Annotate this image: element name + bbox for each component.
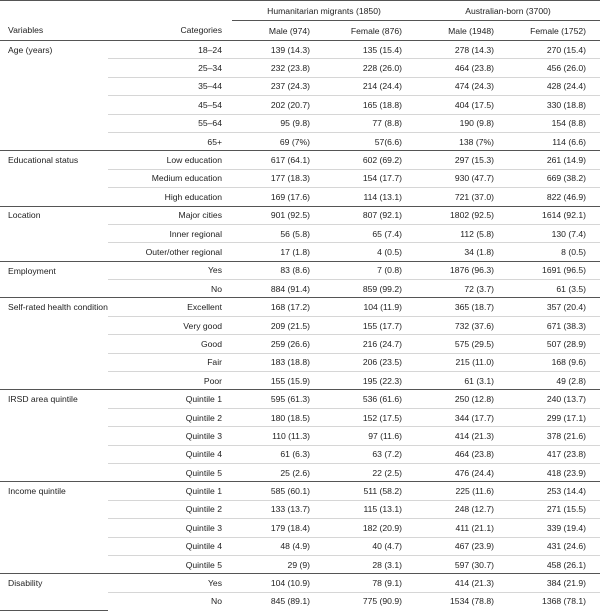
hm-male-cell: 177 (18.3) [232, 169, 324, 187]
ab-male-cell: 297 (15.3) [416, 151, 508, 169]
category-cell: 45–54 [108, 96, 232, 114]
category-cell: Quintile 2 [108, 500, 232, 518]
variable-name [0, 77, 108, 95]
ab-female-cell: 261 (14.9) [508, 151, 600, 169]
hm-male-cell: 884 (91.4) [270, 283, 310, 294]
hm-female-cell: 7 (0.8) [324, 261, 416, 279]
hm-male-cell: 17 (1.8) [280, 246, 310, 257]
hm-male-cell: 25 (2.6) [280, 467, 310, 478]
variable-name: Employment [0, 261, 108, 279]
category-cell: Quintile 4 [108, 445, 232, 463]
hm-female-cell: 135 (15.4) [324, 41, 416, 59]
table-row [0, 372, 600, 390]
ab-female-cell: 61 (3.5) [556, 283, 587, 294]
header-variables: Variables [0, 21, 108, 41]
hm-male-cell: 169 (17.6) [270, 191, 310, 202]
hm-female-cell: 65 (7.4) [324, 224, 416, 242]
variable-name [0, 169, 108, 187]
ab-female-cell: 330 (18.8) [508, 96, 600, 114]
ab-female-cell: 669 (38.2) [508, 169, 600, 187]
table-row [0, 151, 600, 169]
ab-female-cell: 49 (2.8) [556, 375, 587, 386]
ab-male-cell: 732 (37.6) [416, 316, 508, 334]
ab-male-cell: 464 (23.8) [416, 59, 508, 77]
hm-female-cell: 859 (99.2) [362, 283, 402, 294]
hm-female-cell: 115 (13.1) [324, 500, 416, 518]
variable-name [0, 59, 108, 77]
hm-female-cell: 536 (61.6) [324, 390, 416, 408]
category-cell: Quintile 5 [185, 559, 222, 570]
ab-female-cell: 418 (23.9) [546, 467, 587, 478]
category-cell: Low education [108, 151, 232, 169]
category-cell: Quintile 1 [108, 482, 232, 500]
ab-male-cell: 1802 (92.5) [416, 206, 508, 224]
hm-female-cell: 22 (2.5) [372, 467, 402, 478]
table-row [0, 96, 600, 114]
ab-male-cell: 414 (21.3) [416, 427, 508, 445]
ab-female-cell: 507 (28.9) [508, 335, 600, 353]
hm-female-cell: 195 (22.3) [362, 375, 402, 386]
header-ab-male: Male (1948) [416, 21, 508, 41]
hm-female-cell: 602 (69.2) [324, 151, 416, 169]
table-row [0, 59, 600, 77]
table-row [0, 574, 600, 592]
table-row [0, 445, 600, 463]
hm-female-cell: 216 (24.7) [324, 335, 416, 353]
variable-name [0, 224, 108, 242]
ab-female-cell: 431 (24.6) [508, 537, 600, 555]
variable-name [0, 96, 108, 114]
ab-male-cell: 597 (30.7) [454, 559, 494, 570]
hm-male-cell: 139 (14.3) [232, 41, 324, 59]
hm-female-cell: 511 (58.2) [324, 482, 416, 500]
ab-male-cell: 190 (9.8) [416, 114, 508, 132]
ab-male-cell: 1534 (78.8) [450, 596, 494, 607]
hm-male-cell: 133 (13.7) [232, 500, 324, 518]
header-ab-female: Female (1752) [508, 21, 600, 41]
table-row [0, 427, 600, 445]
variable-name [0, 445, 108, 463]
ab-female-cell: 114 (6.6) [552, 136, 587, 147]
table-row [0, 77, 600, 95]
variable-name: Age (years) [0, 41, 108, 59]
ab-female-cell: 130 (7.4) [508, 224, 600, 242]
ab-female-cell: 1691 (96.5) [508, 261, 600, 279]
variable-name [0, 132, 108, 150]
hm-female-cell: 152 (17.5) [324, 408, 416, 426]
variable-name [0, 243, 108, 261]
hm-female-cell: 206 (23.5) [324, 353, 416, 371]
hm-male-cell: 202 (20.7) [232, 96, 324, 114]
hm-male-cell: 180 (18.5) [232, 408, 324, 426]
table-row [0, 500, 600, 518]
ab-male-cell: 721 (37.0) [454, 191, 494, 202]
ab-male-cell: 278 (14.3) [416, 41, 508, 59]
group-header-row [0, 1, 600, 21]
hm-female-cell: 4 (0.5) [377, 246, 402, 257]
hm-male-cell: 104 (10.9) [232, 574, 324, 592]
hm-male-cell: 110 (11.3) [232, 427, 324, 445]
variable-name [0, 335, 108, 353]
ab-female-cell: 357 (20.4) [508, 298, 600, 316]
ab-male-cell: 138 (7%) [459, 136, 494, 147]
hm-male-cell: 56 (5.8) [232, 224, 324, 242]
hm-male-cell: 168 (17.2) [232, 298, 324, 316]
ab-male-cell: 464 (23.8) [416, 445, 508, 463]
ab-male-cell: 474 (24.3) [416, 77, 508, 95]
table-row [0, 390, 600, 408]
category-cell: Excellent [108, 298, 232, 316]
table-row [0, 519, 600, 537]
ab-male-cell: 215 (11.0) [416, 353, 508, 371]
hm-male-cell: 845 (89.1) [270, 596, 310, 607]
hm-female-cell: 114 (13.1) [363, 191, 402, 202]
table-row [0, 298, 600, 316]
category-cell: Good [108, 335, 232, 353]
variable-name: Disability [0, 574, 108, 592]
hm-male-cell: 61 (6.3) [232, 445, 324, 463]
ab-female-cell: 240 (13.7) [508, 390, 600, 408]
category-cell: No [211, 596, 222, 607]
ab-female-cell: 168 (9.6) [508, 353, 600, 371]
ab-male-cell: 404 (17.5) [416, 96, 508, 114]
ab-female-cell: 339 (19.4) [508, 519, 600, 537]
hm-female-cell: 155 (17.7) [324, 316, 416, 334]
ab-female-cell: 822 (46.9) [546, 191, 587, 202]
category-cell: Yes [108, 261, 232, 279]
ab-male-cell: 34 (1.8) [464, 246, 494, 257]
header-hm-female: Female (876) [324, 21, 416, 41]
ab-female-cell: 1614 (92.1) [508, 206, 600, 224]
table-row [0, 261, 600, 279]
ab-female-cell: 299 (17.1) [508, 408, 600, 426]
group-header-australian: Australian-born (3700) [416, 1, 600, 21]
ab-female-cell: 1368 (78.1) [542, 596, 587, 607]
ab-female-cell: 270 (15.4) [508, 41, 600, 59]
hm-female-cell: 28 (3.1) [372, 559, 402, 570]
hm-male-cell: 155 (15.9) [270, 375, 310, 386]
hm-male-cell: 48 (4.9) [232, 537, 324, 555]
variable-name [0, 353, 108, 371]
category-cell: 25–34 [108, 59, 232, 77]
ab-female-cell: 458 (26.1) [546, 559, 587, 570]
hm-male-cell: 183 (18.8) [232, 353, 324, 371]
variable-name [0, 280, 108, 298]
hm-female-cell: 214 (24.4) [324, 77, 416, 95]
category-cell: 65+ [207, 136, 222, 147]
table-row [0, 41, 600, 59]
variable-name [0, 372, 108, 390]
variable-name: IRSD area quintile [0, 390, 108, 408]
hm-female-cell: 77 (8.8) [324, 114, 416, 132]
hm-male-cell: 617 (64.1) [232, 151, 324, 169]
variable-name [0, 500, 108, 518]
ab-male-cell: 61 (3.1) [464, 375, 494, 386]
table-row [0, 408, 600, 426]
variable-name [0, 188, 108, 206]
hm-female-cell: 154 (17.7) [324, 169, 416, 187]
table-row [0, 132, 600, 150]
table-row [0, 353, 600, 371]
category-cell: Quintile 3 [108, 519, 232, 537]
table-body [0, 41, 600, 611]
hm-male-cell: 237 (24.3) [232, 77, 324, 95]
group-header-humanitarian: Humanitarian migrants (1850) [232, 1, 416, 21]
ab-female-cell: 154 (8.8) [508, 114, 600, 132]
variable-name [0, 408, 108, 426]
variable-name: Self-rated health condition [0, 298, 108, 316]
category-cell: Fair [108, 353, 232, 371]
category-cell: High education [164, 191, 222, 202]
table-row [0, 316, 600, 334]
hm-male-cell: 259 (26.6) [232, 335, 324, 353]
variable-name: Educational status [0, 151, 108, 169]
category-cell: Outer/other regional [145, 246, 222, 257]
ab-female-cell: 8 (0.5) [561, 246, 587, 257]
category-cell: Very good [108, 316, 232, 334]
table-row [0, 482, 600, 500]
ab-male-cell: 250 (12.8) [416, 390, 508, 408]
table-row [0, 335, 600, 353]
ab-male-cell: 411 (21.1) [416, 519, 508, 537]
variable-name [0, 114, 108, 132]
ab-male-cell: 1876 (96.3) [416, 261, 508, 279]
table-row [0, 224, 600, 242]
hm-female-cell: 57(6.6) [374, 136, 402, 147]
ab-female-cell: 384 (21.9) [508, 574, 600, 592]
category-cell: Medium education [108, 169, 232, 187]
ab-female-cell: 253 (14.4) [508, 482, 600, 500]
table-row [0, 555, 600, 573]
ab-male-cell: 930 (47.7) [416, 169, 508, 187]
hm-female-cell: 182 (20.9) [324, 519, 416, 537]
table-row [0, 280, 600, 298]
hm-male-cell: 232 (23.8) [232, 59, 324, 77]
category-cell: 55–64 [108, 114, 232, 132]
hm-female-cell: 228 (26.0) [324, 59, 416, 77]
variable-name [0, 463, 108, 481]
category-cell: Quintile 5 [185, 467, 222, 478]
variable-name [0, 537, 108, 555]
category-cell: Poor [203, 375, 222, 386]
ab-male-cell: 575 (29.5) [416, 335, 508, 353]
table-row [0, 206, 600, 224]
ab-male-cell: 414 (21.3) [416, 574, 508, 592]
table-row [0, 463, 600, 481]
category-cell: Quintile 3 [108, 427, 232, 445]
category-cell: 18–24 [108, 41, 232, 59]
hm-male-cell: 179 (18.4) [232, 519, 324, 537]
category-cell: Major cities [108, 206, 232, 224]
category-cell: Quintile 1 [108, 390, 232, 408]
ab-male-cell: 476 (24.4) [454, 467, 494, 478]
hm-female-cell: 104 (11.9) [324, 298, 416, 316]
hm-female-cell: 78 (9.1) [324, 574, 416, 592]
hm-male-cell: 29 (9) [287, 559, 310, 570]
variable-name: Location [0, 206, 108, 224]
category-cell: Inner regional [108, 224, 232, 242]
ab-female-cell: 456 (26.0) [508, 59, 600, 77]
category-cell: No [211, 283, 222, 294]
table-row [0, 114, 600, 132]
hm-male-cell: 901 (92.5) [232, 206, 324, 224]
hm-male-cell: 69 (7%) [279, 136, 310, 147]
hm-male-cell: 585 (60.1) [232, 482, 324, 500]
hm-female-cell: 97 (11.6) [324, 427, 416, 445]
ab-female-cell: 671 (38.3) [508, 316, 600, 334]
category-cell: Yes [108, 574, 232, 592]
table-row [0, 592, 600, 610]
header-hm-male: Male (974) [232, 21, 324, 41]
variable-name [0, 316, 108, 334]
hm-male-cell: 209 (21.5) [232, 316, 324, 334]
ab-male-cell: 248 (12.7) [416, 500, 508, 518]
variable-name: Income quintile [0, 482, 108, 500]
ab-male-cell: 467 (23.9) [416, 537, 508, 555]
hm-male-cell: 95 (9.8) [232, 114, 324, 132]
variable-name [0, 427, 108, 445]
variable-name [0, 592, 108, 610]
ab-male-cell: 365 (18.7) [416, 298, 508, 316]
ab-male-cell: 72 (3.7) [464, 283, 494, 294]
hm-female-cell: 40 (4.7) [324, 537, 416, 555]
hm-female-cell: 807 (92.1) [324, 206, 416, 224]
table-row [0, 243, 600, 261]
hm-male-cell: 83 (8.6) [232, 261, 324, 279]
ab-male-cell: 344 (17.7) [416, 408, 508, 426]
ab-female-cell: 378 (21.6) [508, 427, 600, 445]
category-cell: Quintile 2 [108, 408, 232, 426]
hm-female-cell: 165 (18.8) [324, 96, 416, 114]
table-row [0, 188, 600, 206]
hm-male-cell: 595 (61.3) [232, 390, 324, 408]
table-row [0, 537, 600, 555]
hm-female-cell: 63 (7.2) [324, 445, 416, 463]
category-cell: 35–44 [108, 77, 232, 95]
header-categories: Categories [108, 21, 232, 41]
ab-male-cell: 225 (11.6) [416, 482, 508, 500]
category-cell: Quintile 4 [108, 537, 232, 555]
variable-name [0, 519, 108, 537]
variable-name [0, 555, 108, 573]
ab-female-cell: 417 (23.8) [508, 445, 600, 463]
ab-male-cell: 112 (5.8) [416, 224, 508, 242]
table-row [0, 169, 600, 187]
ab-female-cell: 271 (15.5) [508, 500, 600, 518]
ab-female-cell: 428 (24.4) [508, 77, 600, 95]
column-header-row [0, 21, 600, 41]
hm-female-cell: 775 (90.9) [362, 596, 402, 607]
